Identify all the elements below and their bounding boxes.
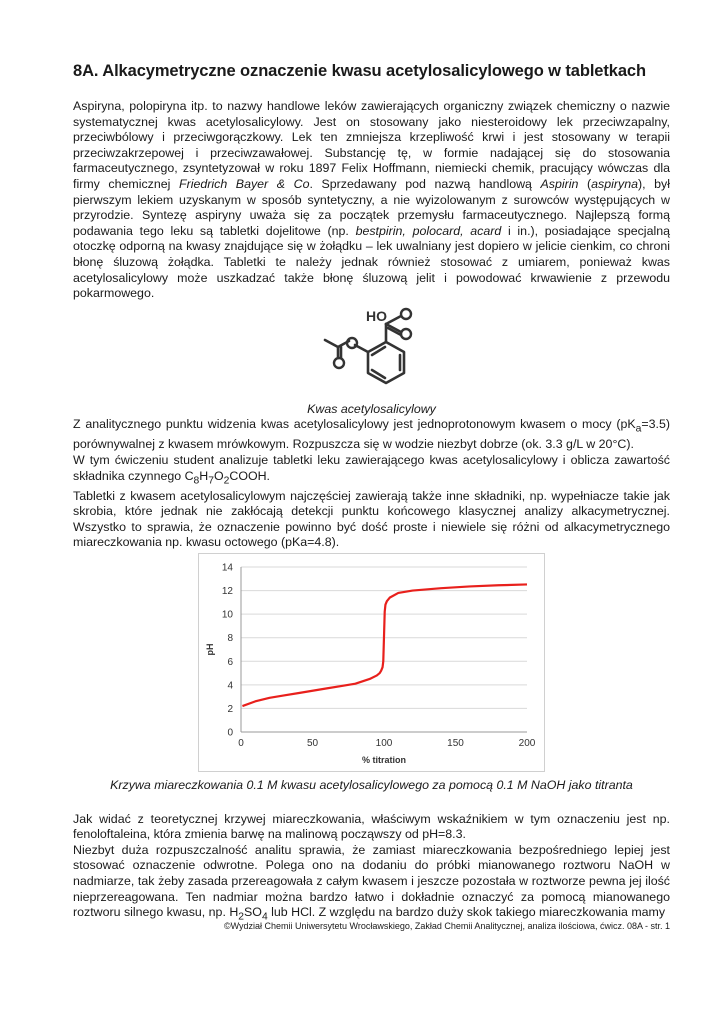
paragraph-back-titration: [73, 843, 670, 925]
page-title: 8A. Alkacymetryczne oznaczenie kwasu acetylosalicylowego w tabletkach: [73, 62, 646, 80]
formula-sub-2: 2: [223, 475, 230, 487]
titration-chart: [198, 553, 545, 772]
series-line-ph: [242, 584, 527, 706]
pka-subscript: a: [635, 423, 642, 435]
y-tick-label: 4: [227, 680, 233, 692]
x-tick-label: 200: [518, 738, 536, 749]
molecule-oxygen-ester: [347, 338, 357, 348]
page-footer: ©Wydział Chemii Uniwersytetu Wrocławskiego, Zakład Chemii Analitycznej, analiza ilościowa, ćwicz. 08A - str. 1: [223, 921, 670, 931]
intro-text-3: (: [578, 176, 592, 191]
pka-text-1: Z analitycznego punktu widzenia kwas acetylosalicylowy jest jednoprotonowym kwasem o mocy (pK: [73, 417, 636, 432]
intro-paragraph: [73, 99, 670, 302]
molecule-oxygen-carbonyl: [401, 309, 411, 319]
x-tick-label: 100: [375, 738, 393, 749]
intro-italic-company: Friedrich Bayer & Co: [179, 176, 310, 191]
chart-caption: Krzywa miareczkowania 0.1 M kwasu acetylosalicylowego za pomocą 0.1 M NaOH jako titranta: [110, 778, 633, 792]
paragraph-exercise: [73, 453, 670, 489]
y-tick-label: 12: [221, 586, 233, 598]
x-tick-label: 150: [447, 738, 464, 749]
molecule-label-ho: HO: [365, 307, 387, 324]
intro-text-4: ), był pierwszym lekiem uzyskanym w sposób syntetyczny, a nie wyizolowanym z surowców występujących w przyrodzie. Syntezę aspiryny uważa się za początek przemysłu farmaceutycznego. Najlepszą formą podawania tego leku są tabletki dojelitowe (np.: [73, 176, 670, 238]
intro-italic-examples: bestpirin, polocard, acard: [355, 223, 502, 238]
h2so4-sub-2: 2: [238, 911, 245, 923]
exercise-text-2: COOH.: [229, 468, 270, 483]
formula-sub-7: 7: [208, 475, 214, 487]
formula-h: H: [199, 468, 209, 483]
y-tick-label: 2: [227, 703, 233, 715]
molecule-oxygen-hydroxyl: [401, 329, 411, 339]
intro-italic-name: aspiryna: [591, 176, 638, 191]
y-tick-label: 10: [221, 609, 233, 621]
y-tick-label: 14: [221, 562, 233, 574]
x-tick-label: 0: [238, 738, 244, 749]
x-tick-label: 50: [306, 738, 319, 749]
exercise-text-1: W tym ćwiczeniu student analizuje tabletki leku zawierającego kwas acetylosalicylowy i oblicza zawartość składnika czynnego C: [73, 452, 670, 483]
acetylsalicylic-acid-structure: [304, 306, 440, 398]
paragraph-pka: [73, 417, 670, 453]
formula-sub-8: 8: [193, 475, 200, 487]
paragraph-tablets: Tabletki z kwasem acetylosalicylowym najczęściej zawierają także inne składniki, np. wypełniacze takie jak skrobia, które jednak nie zakłócają detekcji punktu końcowego klasycznej analizy alkacymetrycznej. Wszystko to sprawia, że oznaczenie powinno być dość proste i niewiele się różni od alkacymetrycznego miareczkowania np. kwasu octowego (pKa=4.8).: [73, 488, 670, 550]
formula-o: O: [213, 468, 224, 483]
intro-text-2: . Sprzedawany pod nazwą handlową: [309, 176, 541, 191]
back-titration-text-2: lub HCl. Z względu na bardzo duży skok takiego miareczkowania mamy: [267, 905, 666, 920]
molecule-caption: Kwas acetylosalicylowy: [307, 401, 436, 416]
molecule-oxygen-acetyl: [334, 358, 344, 368]
x-axis-label: % titration: [362, 755, 406, 765]
y-tick-label: 0: [227, 727, 233, 739]
paragraph-indicator: Jak widać z teoretycznej krzywej miareczkowania, właściwym wskaźnikiem w tym oznaczeniu jest np. fenoloftaleina, która zmienia barwę na malinową począwszy od pH=8.3.: [73, 811, 670, 842]
y-tick-label: 8: [227, 633, 233, 645]
intro-text-5: i in.), posiadające specjalną otoczkę odporną na kwasy znajdujące się w żołądku – lek uwalniany jest dopiero w jelicie cienkim, co chroni błonę śluzową żołądka. Tabletki te należy jednak również stosować z umiarem, ponieważ kwas acetylosalicylowy może uszkadzać także błonę śluzową jelit i powodować krwawienie z przewodu pokarmowego.: [73, 223, 670, 301]
h2so4-sub-4: 4: [261, 911, 268, 923]
back-titration-text-1: Niezbyt duża rozpuszczalność analitu sprawia, że zamiast miareczkowania bezpośredniego lepiej jest stosować oznaczenie odwrotne. Polega ono na dodaniu do próbki mianowanego roztworu NaOH w nadmiarze, tak żeby zasada przereagowała z całym kwasem i jeszcze pozostała w roztworze pewna jej ilość nieprzereagowana. Ten nadmiar można bardzo łatwo i dokładnie oznaczyć za pomocą mianowanego roztworu silnego kwasu, np. H: [73, 842, 670, 920]
document-page: [73, 62, 670, 925]
h2so4-so: SO: [244, 905, 262, 920]
titration-chart-svg: [199, 554, 544, 771]
intro-italic-brand: Aspirin: [540, 176, 579, 191]
pka-text-2: =3.5) porównywalnej z kwasem mrówkowym. Rozpuszcza się w wodzie niezbyt dobrze (ok. 3.3 g/L w 20°C).: [73, 417, 670, 452]
y-axis-label: pH: [205, 643, 215, 656]
y-tick-label: 6: [227, 656, 233, 668]
intro-text-1: Aspiryna, polopiryna itp. to nazwy handlowe leków zawierających organiczny związek chemiczny o nazwie systematycznej kwas acetylosalicylowy. Jest on stosowany jako niesteroidowy lek przeciwzapalny, przeciwbólowy i przeciwgorączkowy. Lek ten zmniejsza krzepliwość krwi i jest stosowany w terapii przeciwzakrzepowej i przeciwzawałowej. Substancję tę, w formie nadającej się do stosowania farmaceutycznego, zsyntetyzował w roku 1897 Felix Hoffmann, niemiecki chemik, pracujący wówczas dla firmy chemicznej: [73, 99, 670, 191]
